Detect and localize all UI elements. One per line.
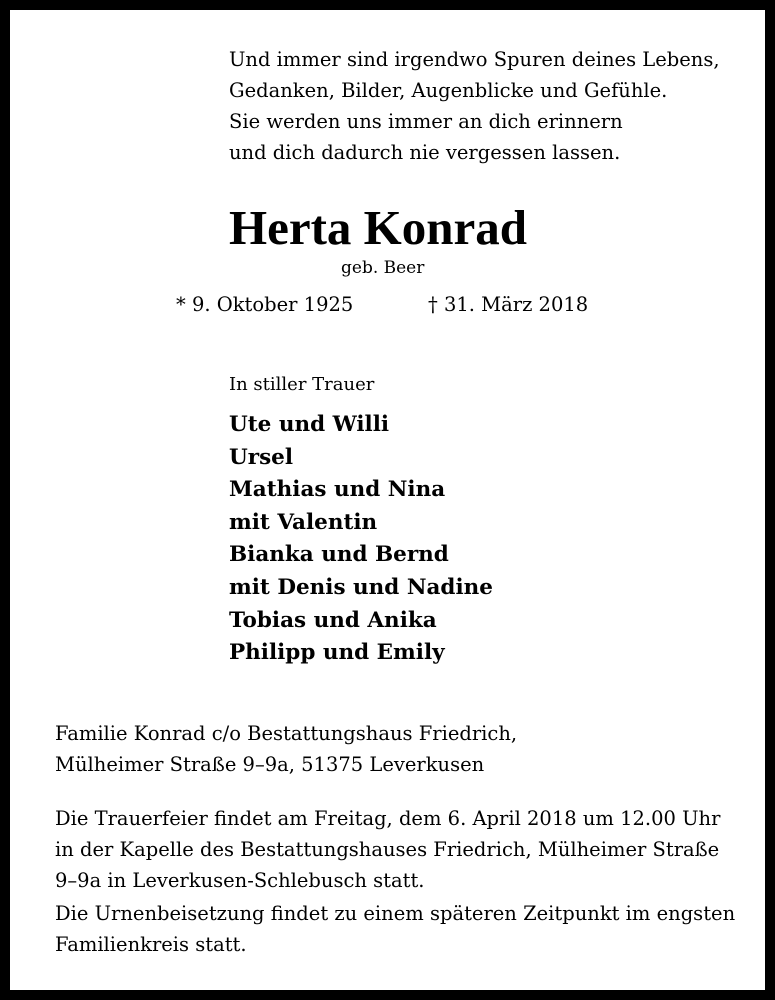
poem-line: Sie werden uns immer an dich erinnern [229,110,623,133]
maiden-name: geb. Beer [341,258,425,278]
poem-line: Gedanken, Bilder, Augenblicke und Gefühle. [229,79,668,102]
mourners-list [229,409,493,670]
memorial-poem [229,44,720,168]
funeral-line: Die Trauerfeier findet am Freitag, dem 6. April 2018 um 12.00 Uhr [55,807,721,830]
deceased-name: Herta Konrad [229,200,528,255]
family-address [55,718,517,780]
mourning-intro: In stiller Trauer [229,374,375,395]
mourner-entry: Philipp und Emily [229,640,445,666]
urn-burial-notice [55,898,735,960]
mourner-entry: Ute und Willi [229,412,390,437]
urn-line: Familienkreis statt. [55,933,247,956]
address-line: Mülheimer Straße 9–9a, 51375 Leverkusen [55,753,485,776]
mourner-entry: Tobias und Anika [229,607,437,633]
urn-line: Die Urnenbeisetzung findet zu einem späteren Zeitpunkt im engsten [55,902,736,925]
mourner-entry: mit Valentin [229,509,378,535]
funeral-line: 9–9a in Leverkusen-Schlebusch statt. [55,869,425,892]
death-date: † 31. März 2018 [428,293,589,316]
mourner-entry: Ursel [229,444,294,470]
birth-date: * 9. Oktober 1925 [176,293,354,316]
funeral-line: in der Kapelle des Bestattungshauses Friedrich, Mülheimer Straße [55,838,720,861]
address-line: Familie Konrad c/o Bestattungshaus Friedrich, [55,722,518,745]
funeral-notice [55,803,720,896]
poem-line: Und immer sind irgendwo Spuren deines Lebens, [229,48,720,71]
mourner-entry: Bianka und Bernd [229,542,449,568]
poem-line: und dich dadurch nie vergessen lassen. [229,141,621,164]
mourner-entry: Mathias und Nina [229,477,446,503]
mourner-entry: mit Denis und Nadine [229,574,493,600]
